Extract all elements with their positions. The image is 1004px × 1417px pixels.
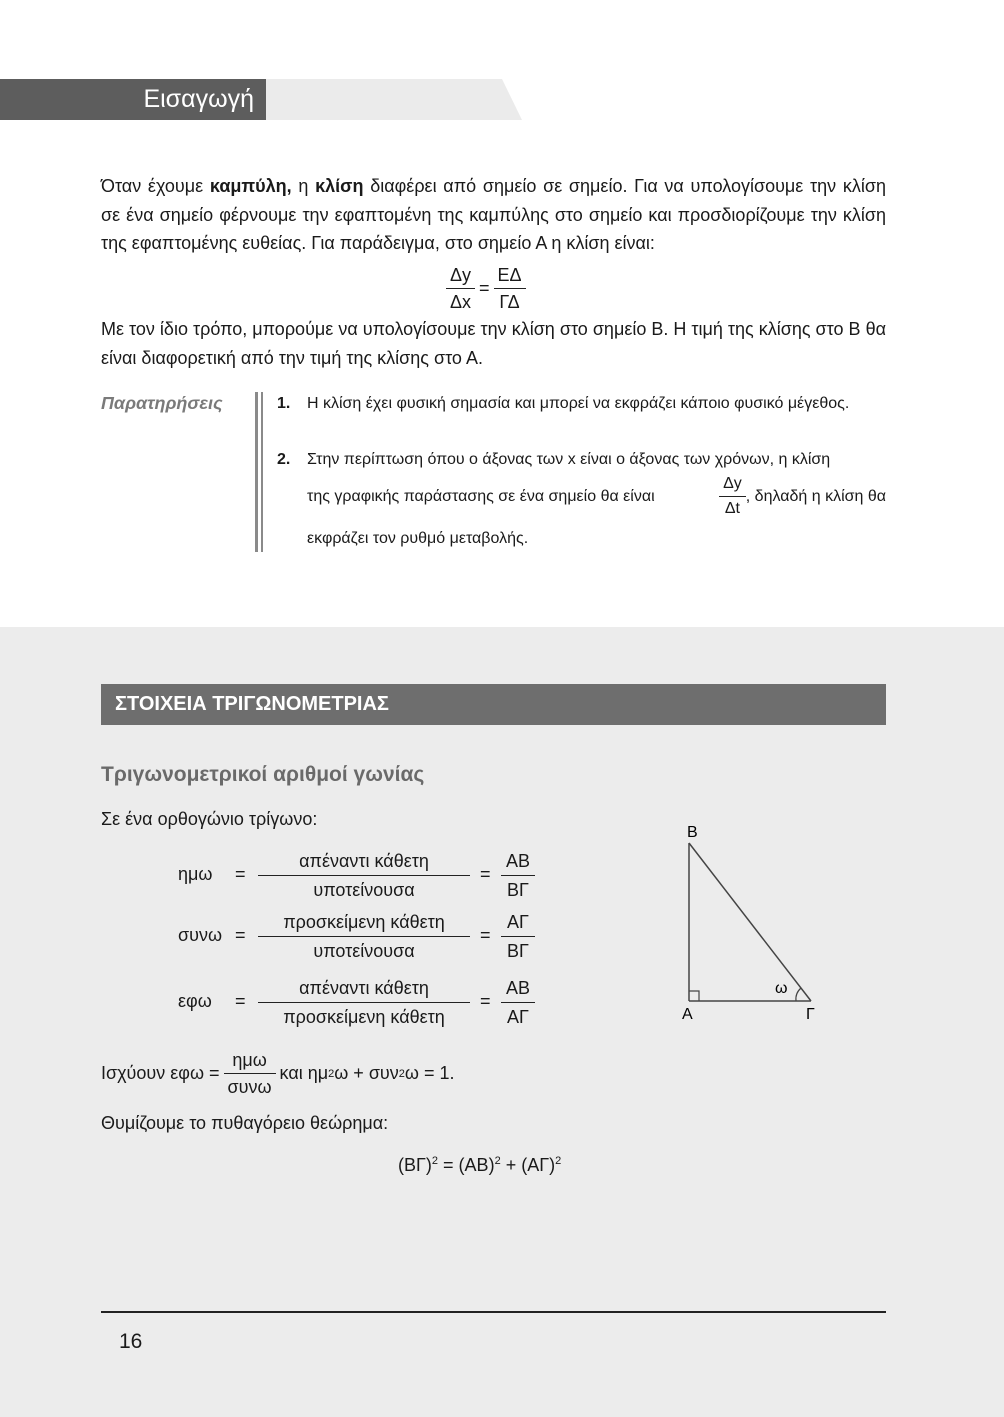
note-1-text: Η κλίση έχει φυσική σημασία και μπορεί να εκφράζει κάποιο φυσικό μέγεθος. — [307, 395, 850, 412]
section-title: ΣΤΟΙΧΕΙΑ ΤΡΙΓΩΝΟΜΕΤΡΙΑΣ — [101, 684, 886, 725]
vertex-b-label: Β — [687, 824, 698, 841]
identity-prefix: Ισχύουν εφω = — [101, 1063, 220, 1083]
identity-text-1: και ημ — [279, 1063, 329, 1083]
notes-label: Παρατηρήσεις — [101, 393, 223, 413]
side-bg — [689, 843, 811, 1001]
pythagorean-intro: Θυμίζουμε το πυθαγόρειο θεώρημα: — [101, 1113, 389, 1133]
tangent-short-numerator: ΑΒ — [501, 974, 535, 1003]
tangent-numerator: απέναντι κάθετη — [258, 974, 470, 1003]
sine-denominator: υποτείνουσα — [313, 880, 415, 900]
header-strip — [266, 79, 522, 120]
note-2-frac-den: Δt — [724, 500, 740, 517]
chapter-header: Εισαγωγή — [0, 79, 266, 120]
equals-sign: = — [480, 864, 491, 884]
slope-equation — [446, 262, 526, 315]
intro-text-2: η — [291, 176, 316, 196]
equals-sign: = — [235, 864, 246, 884]
intro-text-3: διαφέρει από σημείο σε σημείο. Για να υπολογίσουμε την κλίση σε ένα σημείο φέρνουμε την εφαπτομένη της καμπύλης στο σημείο και προσδιορίζουμε την κλίση της εφαπτομένης ευθείας. Για παράδειγμα, στο σημείο Α η κλίση είναι: — [101, 176, 886, 253]
intro-paragraph — [101, 172, 886, 258]
slope-den-gd: ΓΔ — [499, 292, 520, 312]
note-2-frac-num: Δy — [719, 472, 746, 497]
page-number: 16 — [119, 1330, 143, 1353]
pyth-term-b: = (ΑΒ) — [438, 1155, 495, 1175]
note-2-text-a: της γραφικής παράστασης σε ένα σημείο θα είναι — [307, 488, 655, 505]
note-2-line-1: Στην περίπτωση όπου ο άξονας των x είναι ο άξονας των χρόνων, η κλίση — [307, 451, 831, 468]
note-2-line-3: εκφράζει τον ρυθμό μεταβολής. — [307, 530, 529, 547]
second-paragraph: Με τον ίδιο τρόπο, μπορούμε να υπολογίσουμε την κλίση στο σημείο Β. Η τιμή της κλίσης στο Β θα είναι διαφορετική από την τιμή της κλίσης στο Α. — [101, 319, 886, 368]
identity-text-2: ω + συν — [334, 1063, 399, 1083]
slope-num-ed: ΕΔ — [494, 262, 526, 289]
slope-equals: = — [479, 278, 490, 298]
sine-short-numerator: ΑΒ — [501, 847, 535, 876]
identity-text-3: ω = 1. — [404, 1063, 455, 1083]
note-2-text-b: , δηλαδή η κλίση θα — [745, 488, 886, 505]
angle-omega-arc — [796, 988, 801, 1001]
right-angle-mark — [689, 991, 699, 1001]
identity-sup-1: 2 — [328, 1067, 335, 1080]
tangent-label: εφω — [178, 991, 212, 1011]
trig-identity — [101, 1047, 455, 1100]
tangent-short-denominator: ΑΓ — [507, 1007, 529, 1027]
intro-text-1: Όταν έχουμε — [101, 176, 210, 196]
note-2-line-2 — [307, 472, 886, 521]
angle-omega-label: ω — [775, 980, 788, 997]
identity-frac-den: συνω — [227, 1077, 272, 1097]
pythagorean-theorem — [398, 1155, 561, 1176]
identity-frac-num: ημω — [224, 1047, 276, 1074]
notes-bar — [255, 392, 258, 552]
right-triangle-diagram — [670, 815, 830, 1030]
sine-label: ημω — [178, 864, 213, 884]
right-triangle-intro: Σε ένα ορθογώνιο τρίγωνο: — [101, 809, 318, 829]
equals-sign: = — [235, 991, 246, 1011]
pyth-term-c: + (ΑΓ) — [500, 1155, 556, 1175]
subsection-title: Τριγωνομετρικοί αριθμοί γωνίας — [101, 763, 425, 786]
pyth-sup-a: 2 — [431, 1155, 439, 1167]
identity-sup-2: 2 — [398, 1067, 405, 1080]
intro-bold-slope: κλίση — [315, 176, 364, 196]
cosine-label: συνω — [178, 925, 223, 945]
slope-num-dy: Δy — [446, 262, 475, 289]
pyth-term-a: (ΒΓ) — [398, 1155, 432, 1175]
footer-rule — [101, 1311, 886, 1313]
cosine-denominator: υποτείνουσα — [313, 941, 415, 961]
pyth-sup-b: 2 — [494, 1155, 501, 1167]
intro-bold-curve: καμπύλη, — [209, 176, 292, 196]
equals-sign: = — [480, 991, 491, 1011]
equals-sign: = — [480, 925, 491, 945]
equals-sign: = — [235, 925, 246, 945]
pyth-sup-c: 2 — [555, 1155, 562, 1167]
slope-den-dx: Δx — [450, 292, 472, 312]
cosine-numerator: προσκείμενη κάθετη — [258, 908, 470, 937]
sine-short-denominator: ΒΓ — [507, 880, 529, 900]
sine-numerator: απέναντι κάθετη — [258, 847, 470, 876]
note-1-number: 1. — [277, 395, 291, 412]
note-2-number: 2. — [277, 451, 291, 468]
cosine-short-denominator: ΒΓ — [507, 941, 529, 961]
vertex-g-label: Γ — [806, 1006, 815, 1023]
cosine-short-numerator: ΑΓ — [501, 908, 535, 937]
vertex-a-label: Α — [682, 1006, 693, 1023]
notes-bar-inner — [261, 392, 263, 552]
tangent-denominator: προσκείμενη κάθετη — [283, 1007, 445, 1027]
